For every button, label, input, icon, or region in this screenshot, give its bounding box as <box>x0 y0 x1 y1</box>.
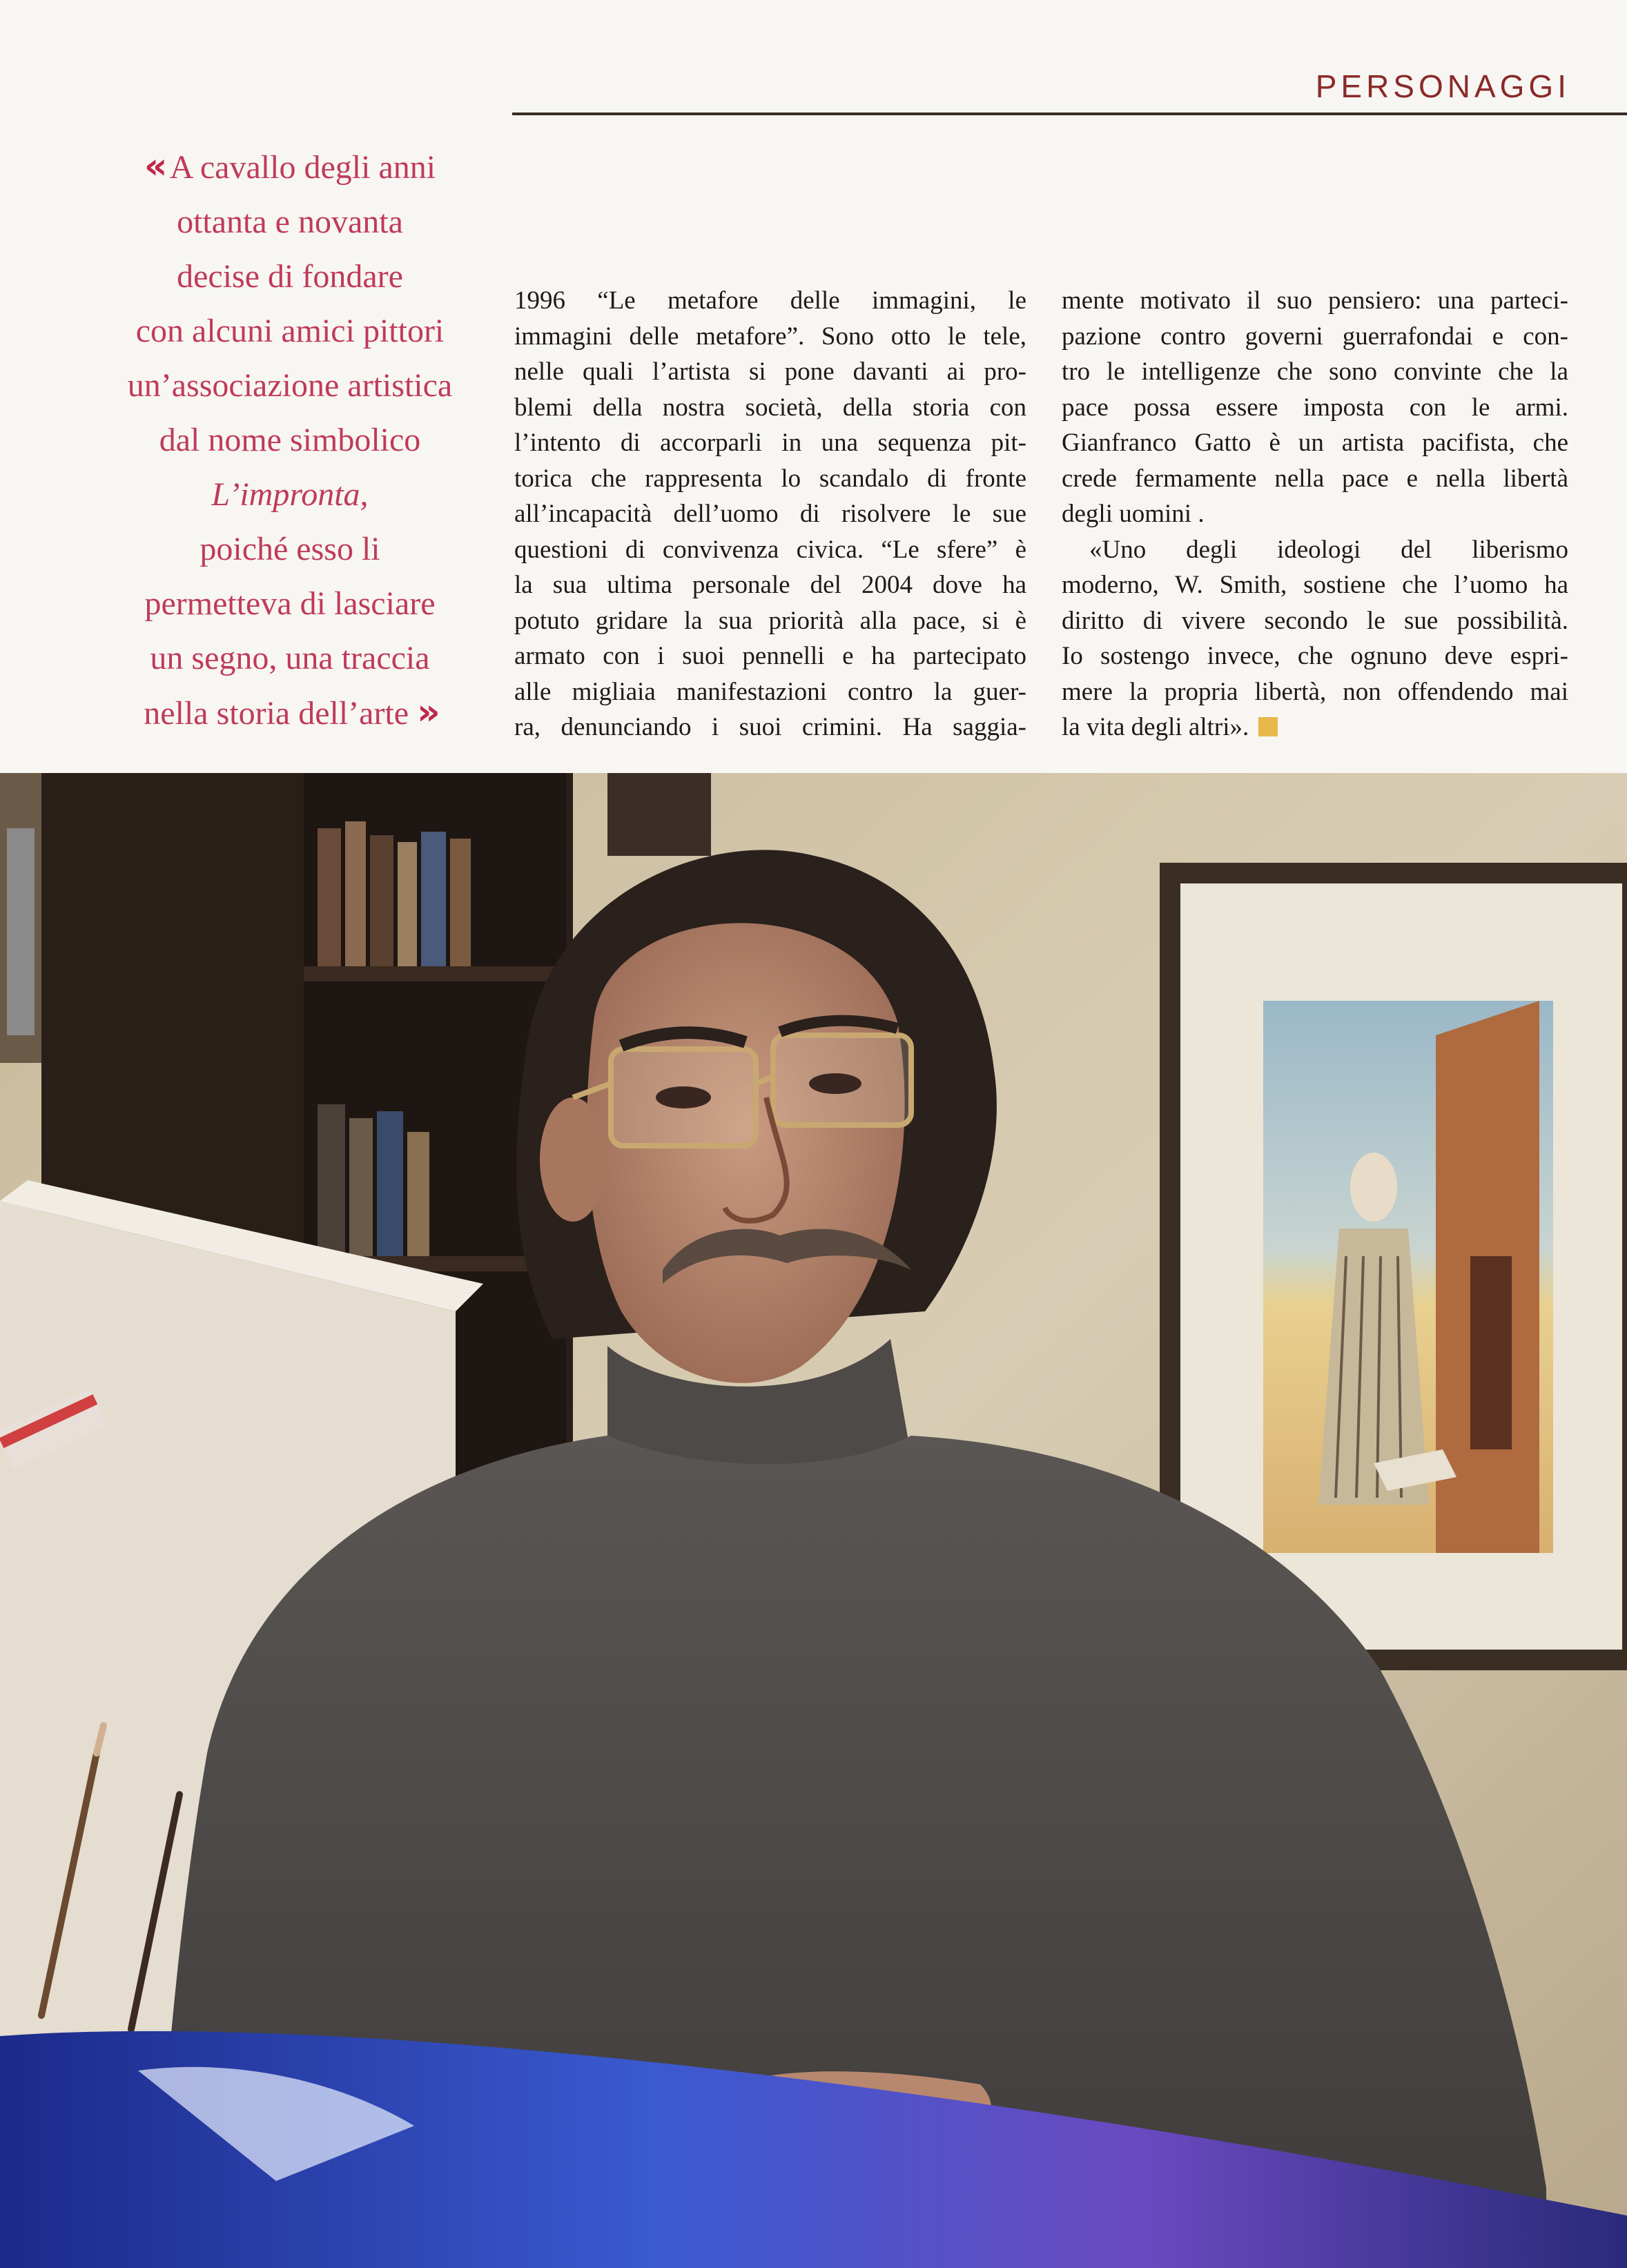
pull-quote-line: ottanta e novanta <box>177 204 403 240</box>
body-line: all’incapacità dell’uomo di risolvere le sue <box>514 500 1026 528</box>
close-quote-mark: » <box>417 692 436 733</box>
body-line: l’intento di accorparli in una sequenza pit- <box>514 429 1026 457</box>
pull-quote-line: permetteva di lasciare <box>144 585 436 622</box>
body-line: nelle quali l’artista si pone davanti ai pro- <box>514 358 1026 386</box>
body-line: pazione contro governi guerrafondai e con- <box>1062 322 1568 351</box>
body-column-2 <box>1062 283 1568 745</box>
pull-quote-line: un segno, una traccia <box>150 640 430 676</box>
pull-quote-line: con alcuni amici pittori <box>135 313 445 349</box>
pull-quote-line: un’associazione artistica <box>127 367 453 404</box>
body-line: questioni di convivenza civica. “Le sfere” è <box>514 535 1026 564</box>
eye-right <box>809 1073 861 1094</box>
body-line: pace possa essere imposta con le armi. <box>1062 393 1568 422</box>
body-line-text: la vita degli altri». <box>1062 713 1249 741</box>
body-line: degli uomini . <box>1062 500 1205 528</box>
portrait-illustration <box>0 773 1627 2268</box>
body-line: Gianfranco Gatto è un artista pacifista, che <box>1062 429 1568 457</box>
section-label: PERSONAGGI <box>1315 68 1570 104</box>
body-line: moderno, W. Smith, sostiene che l’uomo ha <box>1062 571 1568 599</box>
body-line: torica che rappresenta lo scandalo di fronte <box>514 464 1026 493</box>
body-line: 1996 “Le metafore delle immagini, le <box>514 286 1026 315</box>
body-column-1 <box>514 283 1026 745</box>
body-line: «Uno degli ideologi del liberismo <box>1089 535 1568 564</box>
body-line: immagini delle metafore”. Sono otto le tele, <box>514 322 1026 351</box>
pull-quote-text: A cavallo degli anni <box>169 149 436 186</box>
association-name: L’impronta, <box>211 476 369 513</box>
body-line: diritto di vivere secondo le sue possibilità. <box>1062 606 1568 635</box>
pull-quote-line: poiché esso li <box>199 531 380 567</box>
body-line: mente motivato il suo pensiero: una parteci- <box>1062 286 1568 315</box>
pull-quote-line <box>97 467 483 522</box>
body-line: mere la propria libertà, non offendendo mai <box>1062 677 1568 706</box>
body-line: crede fermamente nella pace e nella libertà <box>1062 464 1568 493</box>
pull-quote <box>97 139 483 741</box>
ear <box>540 1097 606 1222</box>
eye-left <box>656 1086 711 1108</box>
portrait-photo <box>0 773 1627 2268</box>
pull-quote-line <box>97 139 483 195</box>
pull-quote-line: dal nome simbolico <box>159 422 421 458</box>
body-line: potuto gridare la sua priorità alla pace, si è <box>514 606 1026 635</box>
body-line: armato con i suoi pennelli e ha partecipato <box>514 642 1026 670</box>
body-line: blemi della nostra società, della storia con <box>514 393 1026 422</box>
body-line: tro le intelligenze che sono convinte che la <box>1062 358 1568 386</box>
pull-quote-line: decise di fondare <box>177 258 403 295</box>
body-line: ra, denunciando i suoi crimini. Ha saggia- <box>514 713 1026 741</box>
body-line: alle migliaia manifestazioni contro la guer- <box>514 677 1026 706</box>
open-quote-mark: « <box>144 146 164 187</box>
pull-quote-line <box>97 685 483 741</box>
pull-quote-text: nella storia dell’arte <box>144 695 409 732</box>
header-rule <box>512 113 1627 115</box>
lamp <box>0 773 41 1063</box>
body-line: Io sostengo invece, che ognuno deve espri- <box>1062 642 1568 670</box>
body-line <box>1062 710 1568 745</box>
body-line: la sua ultima personale del 2004 dove ha <box>514 571 1026 599</box>
end-of-article-mark <box>1258 717 1278 736</box>
